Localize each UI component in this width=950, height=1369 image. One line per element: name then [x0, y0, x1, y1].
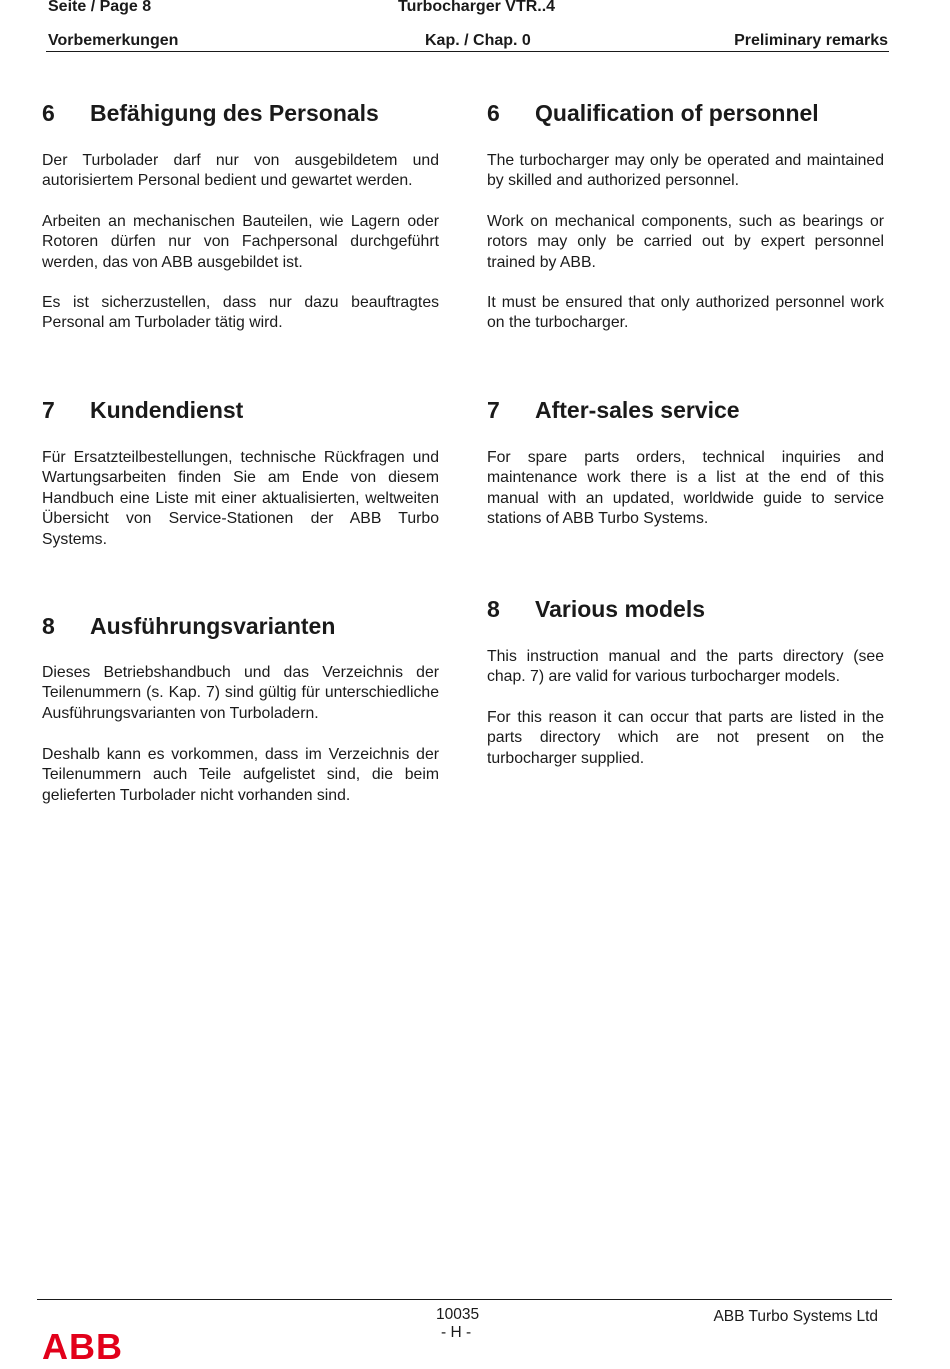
section-number: 8 [487, 596, 500, 622]
section-title: Qualification of personnel [535, 100, 819, 126]
section-8-heading-de [42, 613, 335, 640]
section-number: 6 [487, 100, 500, 126]
revision-label: - H - [441, 1324, 472, 1341]
chapter-label: Kap. / Chap. 0 [425, 32, 531, 49]
paragraph: Deshalb kann es vorkommen, dass im Verzeichnis der Teilenummern auch Teile aufgelistet sind, die beim gelieferten Turbolader nicht vorhanden sind. [42, 746, 439, 804]
section-8-heading-en [487, 596, 705, 623]
section-6-heading-de [42, 100, 379, 127]
section-label-en: Preliminary remarks [734, 32, 888, 49]
footer-divider [37, 1299, 892, 1300]
section-label-de: Vorbemerkungen [48, 32, 179, 49]
section-title: Kundendienst [90, 397, 244, 423]
product-name: Turbocharger VTR..4 [398, 0, 556, 15]
paragraph: The turbocharger may only be operated and maintained by skilled and authorized personnel. [487, 152, 884, 190]
section-6-heading-en [487, 100, 819, 127]
paragraph: Der Turbolader darf nur von ausgebildetem und autorisiertem Personal bedient und gewartet werden. [42, 152, 439, 190]
section-7-heading-en [487, 397, 740, 424]
paragraph: For this reason it can occur that parts are listed in the parts directory which are not present on the turbocharger supplied. [487, 709, 884, 767]
paragraph: This instruction manual and the parts directory (see chap. 7) are valid for various turbocharger models. [487, 648, 884, 686]
section-7-heading-de [42, 397, 243, 424]
paragraph: Es ist sicherzustellen, dass nur dazu beauftragtes Personal am Turbolader tätig wird. [42, 294, 439, 332]
section-number: 7 [487, 397, 500, 423]
paragraph: It must be ensured that only authorized personnel work on the turbocharger. [487, 294, 884, 332]
header-divider [46, 51, 889, 52]
section-number: 6 [42, 100, 55, 126]
paragraph: For spare parts orders, technical inquiries and maintenance work there is a list at the end of this manual with an updated, worldwide guide to service stations of ABB Turbo Systems. [487, 449, 884, 528]
paragraph: Work on mechanical components, such as bearings or rotors may only be carried out by expert personnel trained by ABB. [487, 213, 884, 271]
section-number: 7 [42, 397, 55, 423]
company-name: ABB Turbo Systems Ltd [713, 1308, 878, 1325]
section-title: Befähigung des Personals [90, 100, 379, 126]
document-number: 10035 [436, 1306, 480, 1323]
paragraph: Für Ersatzteilbestellungen, technische Rückfragen und Wartungsarbeiten finden Sie am Ende von diesem Handbuch eine Liste mit einer aktualisierten, weltweiten Übersicht von Service-Stationen der ABB Turbo Systems. [42, 449, 439, 548]
section-number: 8 [42, 613, 55, 639]
paragraph: Dieses Betriebshandbuch und das Verzeichnis der Teilenummern (s. Kap. 7) sind gültig für unterschiedliche Ausführungsvarianten von Turboladern. [42, 664, 439, 722]
page-number: Seite / Page 8 [48, 0, 152, 15]
section-title: Ausführungsvarianten [90, 613, 336, 639]
abb-logo: ABB [42, 1326, 123, 1367]
section-title: After-sales service [535, 397, 740, 423]
section-title: Various models [535, 596, 706, 622]
paragraph: Arbeiten an mechanischen Bauteilen, wie Lagern oder Rotoren dürfen nur von Fachpersonal durchgeführt werden, das von ABB ausgebildet ist. [42, 213, 439, 271]
